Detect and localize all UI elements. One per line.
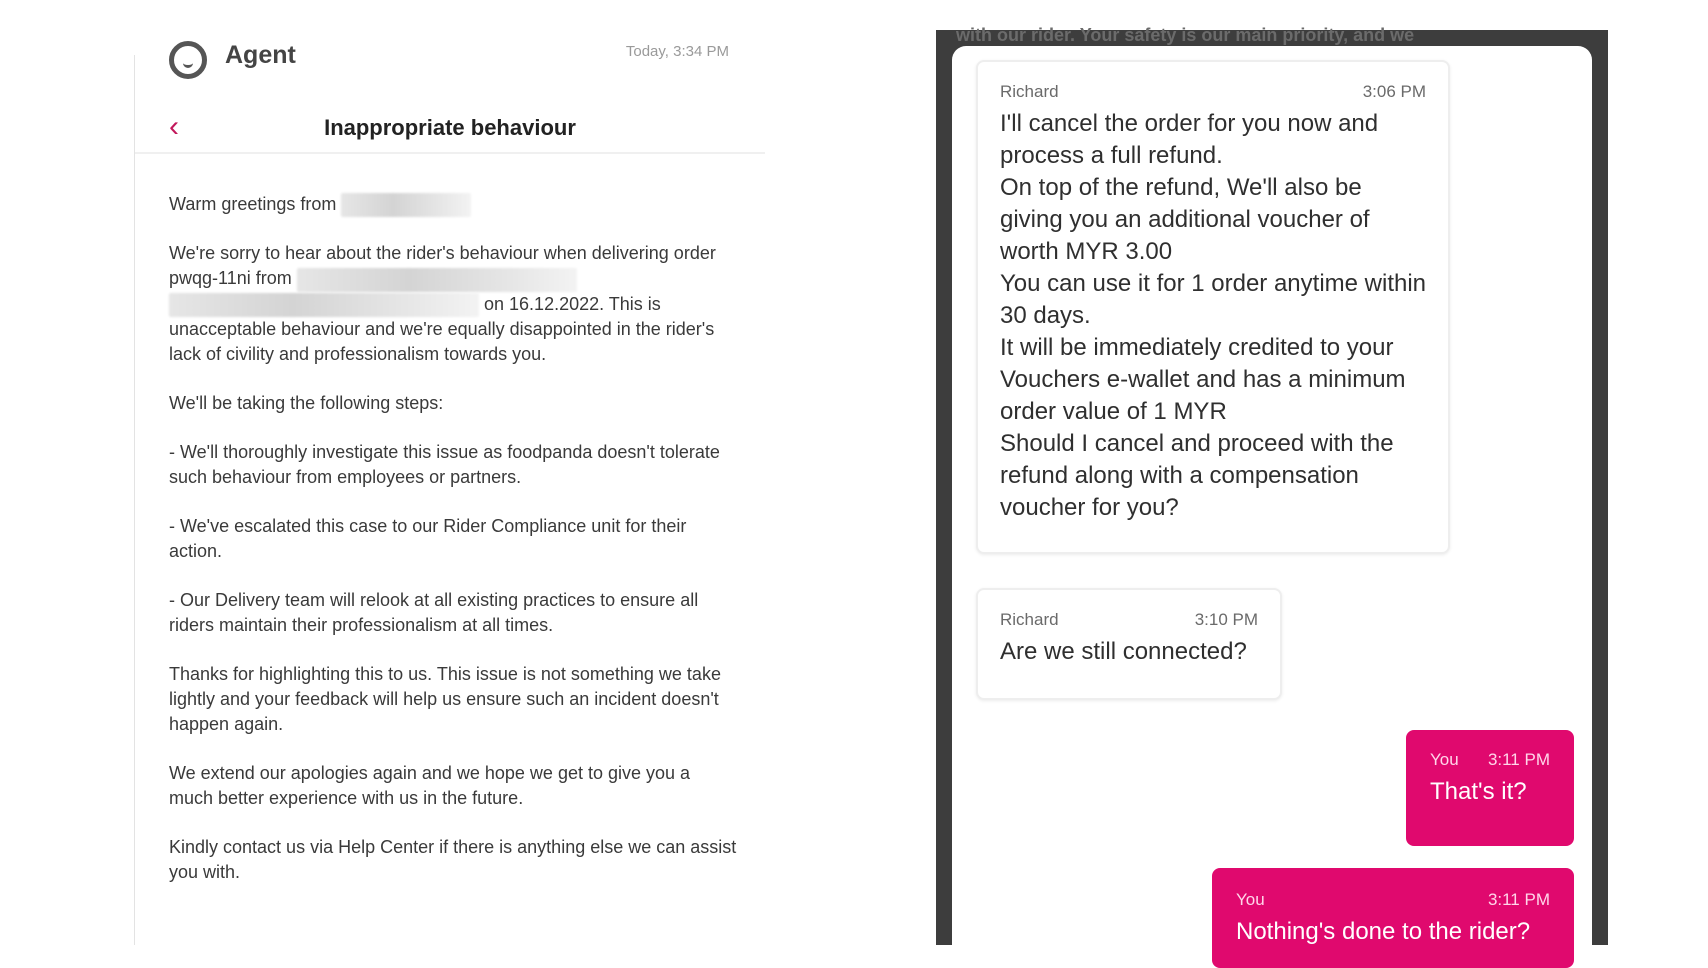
- email-body: [169, 192, 739, 909]
- message-header: [1000, 82, 1426, 108]
- email-paragraph: - We'll thoroughly investigate this issue as foodpanda doesn't tolerate such behaviour from employees or partners.: [169, 441, 720, 487]
- email-paragraph: We'll be taking the following steps:: [169, 392, 444, 413]
- page-title: Inappropriate behaviour: [324, 115, 576, 140]
- message-text: I'll cancel the order for you now and process a full refund. On top of the refund, We'll also be giving you an additional voucher of worth MYR 3.00 You can use it for 1 order anytime within 30 days. It will be immediately credited to your Vouchers e-wallet and has a minimum order value of 1 MYR Should I cancel and proceed with the refund along with a compensation voucher for you?: [1000, 110, 1427, 521]
- redacted-address: [169, 293, 479, 317]
- email-paragraph: [169, 241, 739, 367]
- cut-off-message-text: with our rider. Your safety is our main priority, and we: [956, 25, 1415, 45]
- agent-header: [169, 41, 729, 81]
- chat-screenshot: [936, 25, 1608, 945]
- redacted-restaurant: [297, 268, 577, 292]
- message-sender: Richard: [1000, 82, 1059, 101]
- message-time: 3:11 PM: [1487, 750, 1550, 769]
- message-text: That's it?: [1430, 778, 1527, 805]
- message-header: [1430, 750, 1550, 776]
- email-paragraph: Kindly contact us via Help Center if there is anything else we can assist you with.: [169, 836, 737, 882]
- chevron-left-icon[interactable]: ‹: [169, 110, 179, 143]
- email-screenshot: [134, 41, 765, 945]
- email-paragraph: - Our Delivery team will relook at all existing practices to ensure all riders maintain their professionalism at all times.: [169, 589, 699, 635]
- redacted-name: [341, 193, 471, 217]
- message-time: 3:11 PM: [1487, 890, 1550, 909]
- email-paragraph: Thanks for highlighting this to us. This issue is not something we take lightly and your feedback will help us ensure such an incident doesn't happen again.: [169, 663, 721, 734]
- agent-label: Agent: [225, 41, 296, 69]
- paragraph-text: We're sorry to hear about the rider's behaviour when delivering order pwqg-11ni from: [169, 243, 716, 289]
- email-paragraph: - We've escalated this case to our Rider Compliance unit for their action.: [169, 515, 687, 561]
- agent-logo-icon: [169, 41, 207, 79]
- email-header: [135, 102, 765, 154]
- agent-timestamp: Today, 3:34 PM: [625, 43, 729, 60]
- user-message-bubble: [1212, 868, 1574, 968]
- message-sender: Richard: [1000, 610, 1059, 629]
- message-text: Are we still connected?: [1000, 638, 1247, 665]
- message-header: [1000, 610, 1258, 636]
- agent-message-bubble: [976, 60, 1450, 554]
- message-sender: You: [1430, 750, 1459, 769]
- user-message-bubble: [1406, 730, 1574, 846]
- message-header: [1236, 890, 1550, 916]
- greeting-text: Warm greetings from: [169, 194, 337, 214]
- message-sender: You: [1236, 890, 1265, 909]
- paragraph-text: on 16.12.2022. This is unacceptable behaviour and we're equally disappointed in the rider's lack of civility and professionalism towards you.: [169, 293, 715, 364]
- agent-message-bubble: [976, 588, 1282, 700]
- email-paragraph: We extend our apologies again and we hope we get to give you a much better experience with us in the future.: [169, 762, 691, 808]
- message-time: 3:06 PM: [1362, 82, 1426, 101]
- chat-thread[interactable]: [952, 46, 1592, 966]
- email-greeting: [169, 192, 739, 217]
- message-time: 3:10 PM: [1194, 610, 1258, 629]
- message-text: Nothing's done to the rider?: [1236, 918, 1531, 945]
